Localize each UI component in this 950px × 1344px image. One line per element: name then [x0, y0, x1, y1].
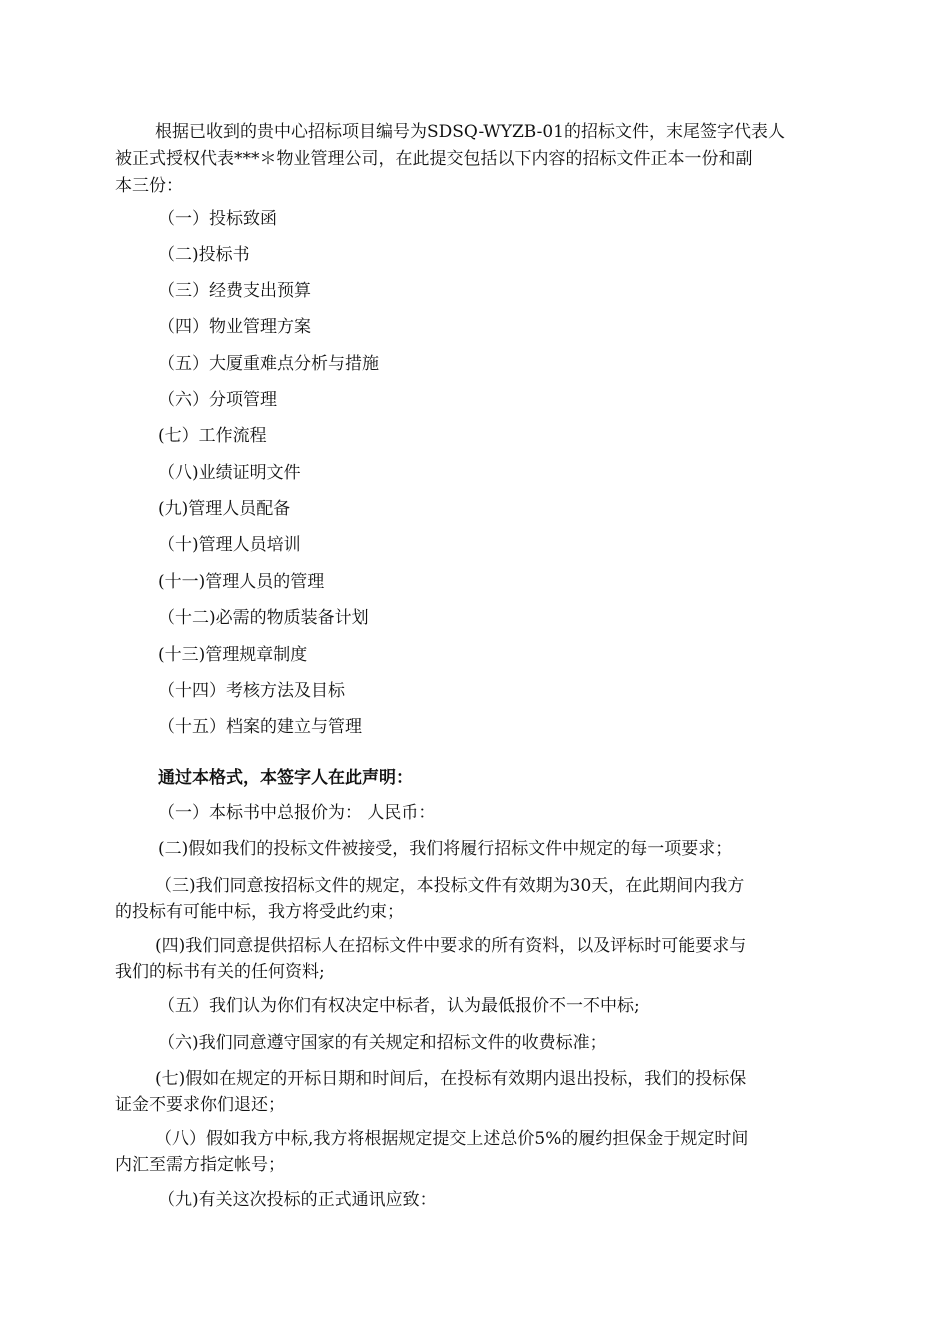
declaration-item-3-line-2: 的投标有可能中标，我方将受此约束； [115, 902, 404, 922]
declaration-item-7-line-1: (七)假如在规定的开标日期和时间后，在投标有效期内退出投标，我们的投标保 [155, 1069, 747, 1089]
intro-line-2: 被正式授权代表***＊物业管理公司，在此提交包括以下内容的招标文件正本一份和副 [115, 149, 753, 169]
declaration-item-1: （一）本标书中总报价为： 人民币： [158, 803, 436, 823]
declaration-item-3-line-1: （三)我们同意按招标文件的规定，本投标文件有效期为30天，在此期间内我方 [155, 876, 745, 896]
declaration-item-5: （五）我们认为你们有权决定中标者，认为最低报价不一不中标; [158, 996, 640, 1016]
contents-item-5: （五）大厦重难点分析与措施 [158, 354, 379, 374]
contents-item-14: （十四）考核方法及目标 [158, 681, 345, 701]
contents-item-6: （六）分项管理 [158, 390, 277, 410]
declaration-item-7-line-2: 证金不要求你们退还； [115, 1095, 285, 1115]
contents-item-1: （一）投标致函 [158, 209, 277, 229]
contents-item-15: （十五）档案的建立与管理 [158, 717, 362, 737]
contents-item-8: （八)业绩证明文件 [158, 463, 301, 483]
declaration-item-6: （六)我们同意遵守国家的有关规定和招标文件的收费标准； [158, 1033, 607, 1053]
intro-line-3: 本三份： [115, 176, 183, 196]
declaration-item-8-line-1: （八）假如我方中标,我方将根据规定提交上述总价5%的履约担保金于规定时间 [155, 1129, 749, 1149]
contents-item-7: (七）工作流程 [158, 426, 267, 446]
declaration-item-9: （九)有关这次投标的正式通讯应致： [158, 1190, 437, 1210]
contents-item-9: (九)管理人员配备 [158, 499, 291, 519]
contents-item-11: (十一)管理人员的管理 [158, 572, 325, 592]
contents-item-4: （四）物业管理方案 [158, 317, 311, 337]
declaration-item-4-line-1: (四)我们同意提供招标人在招标文件中要求的所有资料，以及评标时可能要求与 [155, 936, 747, 956]
contents-item-2: （二)投标书 [158, 245, 250, 265]
declaration-item-2: (二)假如我们的投标文件被接受，我们将履行招标文件中规定的每一项要求； [158, 839, 733, 859]
contents-item-10: （十)管理人员培训 [158, 535, 301, 555]
intro-line-1: 根据已收到的贵中心招标项目编号为SDSQ-WYZB-01的招标文件，末尾签字代表人 [155, 122, 785, 142]
declaration-item-4-line-2: 我们的标书有关的任何资料; [115, 962, 325, 982]
contents-item-13: (十三)管理规章制度 [158, 645, 308, 665]
declaration-heading: 通过本格式，本签字人在此声明： [158, 768, 413, 788]
declaration-item-8-line-2: 内汇至需方指定帐号； [115, 1155, 285, 1175]
contents-item-3: （三）经费支出预算 [158, 281, 311, 301]
contents-item-12: （十二)必需的物质装备计划 [158, 608, 369, 628]
